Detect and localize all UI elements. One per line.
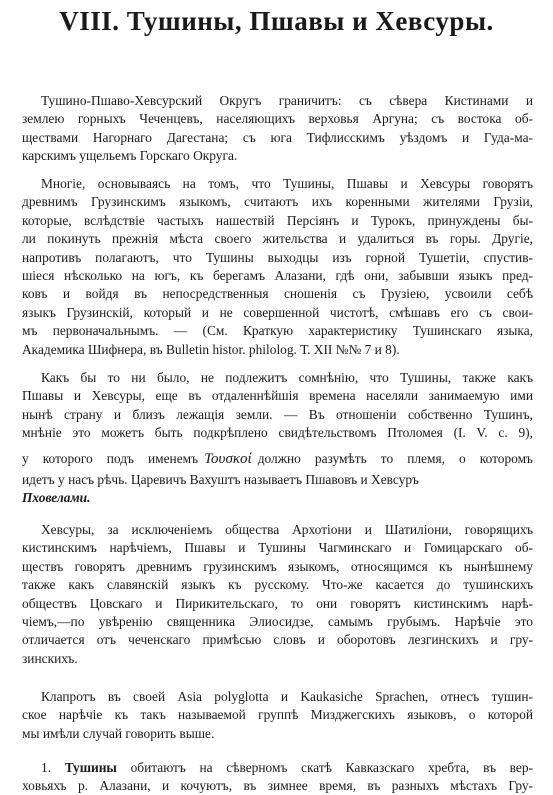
section-number: 1. [41, 760, 52, 775]
text-line: Пшавы и Хевсуры, еще въ отдаленнѣйшія времена населяли занимаемую ими [22, 388, 533, 404]
text-line: мъ первоначальнымъ. — (См. Краткую характеристику Тушинскаго языка, [22, 323, 533, 339]
text-line: Клапротъ въ своей Asia polyglotta и Kaukasiche Sprachen, отнесъ тушин- [41, 689, 533, 704]
text-line: также какъ славянскій языкъ къ русскому. Что-же касается до тушинскихъ [22, 577, 533, 593]
paragraph-borders [22, 92, 533, 166]
text-line: Какъ бы то ни было, не подлежитъ сомнѣнію, что Тушины, также какъ [41, 370, 533, 385]
greek-lead-text: у которого подъ именемъ [22, 450, 199, 466]
text-line-greek [22, 447, 533, 471]
text-run: обитаютъ на сѣверномъ скатѣ Кавказскаго хребта, въ вер- [130, 760, 534, 775]
text-line: ское нарѣчіе къ такъ называемой группѣ Мизджегскихъ языковъ, о которой [22, 707, 533, 723]
text-line: Хевсуры, за исключеніемъ общества Архотіони и Шатиліони, говорящихъ [41, 522, 533, 537]
chapter-title: VIII. Тушины, Пшавы и Хевсуры. [59, 6, 494, 36]
text-line: мнѣніе это можетъ быть подкрѣплено свидѣтельствомъ Птоломея (I. V. c. 9), [22, 425, 533, 441]
text-line: шіеся нѣсколько на югъ, къ берегамъ Алазани, гдѣ они, забывши языкъ пред- [22, 267, 533, 283]
paragraph-dialects [22, 521, 533, 668]
text-line: карскимъ ущельемъ Горскаго Округа. [22, 148, 238, 164]
greek-trail-text: должно разумѣть то племя, о которомъ [257, 450, 533, 466]
paragraph-origins [22, 175, 533, 359]
text-line: кистинскимъ нарѣчіемъ, Пшавы и Тушины Чагминскаго и Гомицарскаго об- [22, 540, 533, 556]
section-heading-tushiny: Тушины [64, 760, 117, 775]
paragraph-klaproth [22, 688, 533, 743]
text-line: нынѣ страну и близъ лежащія земли. — Въ отношеніи собственно Тушинъ, [22, 406, 533, 422]
text-line: землею горныхъ Чеченцевъ, населяющихъ верховья Аргуна; съ востока об- [22, 111, 533, 127]
text-line: ществъ говорятъ древнимъ грузинскимъ языкомъ, относящимся къ нынѣшнему [22, 558, 533, 574]
paragraph-antiquity [22, 369, 533, 507]
text-line: ществами Нагорнаго Дагестана; съ юга Тифлисскимъ уѣздомъ и Гуда-ма- [22, 129, 533, 145]
text-line [22, 759, 533, 777]
text-line: ховьяхъ р. Алазани, и кочуютъ, въ зимнее время, въ разныхъ мѣстахъ Гру- [22, 778, 533, 794]
text-line [22, 471, 533, 489]
text-line: зинскихъ. [22, 650, 78, 666]
text-line: Тушино-Пшаво-Хевсурский Округъ граничитъ: съ сѣвера Кистинами и [41, 93, 533, 108]
text-line: ковъ и войдя въ непосредственныя сношенія съ Грузіею, усвоили себѣ [22, 286, 533, 302]
text-line: чіемъ,—по увѣренію священника Элиосидзе, самымъ грубымъ. Нарѣчіе это [22, 613, 533, 629]
text-line: напротивъ полагаютъ, что Тушины выходцы изъ горной Тушетіи, спустив- [22, 249, 533, 265]
text-line: языкъ Грузинскій, который и не совершенной чистотѣ, смѣшавъ его съ свои- [22, 304, 533, 320]
text-line: ли покинуть прежнія мѣста своего жительства и удалиться въ горы. Другіе, [22, 231, 533, 247]
text-line [22, 489, 533, 507]
text-line: Академика Шифнера, въ Bulletin histor. philolog. Т. XII №№ 7 и 8). [22, 341, 400, 357]
text-run: идетъ у насъ рѣчь. Царевичъ Вахуштъ называетъ Пшавовъ и Хевсуръ [22, 471, 419, 487]
section-tushiny [22, 759, 533, 795]
text-line: которые, вслѣдствіе частыхъ нашествій Персіянъ и Турокъ, принуждены бы- [22, 212, 533, 228]
text-line: обществъ Цовскаго и Пирикительскаго, то они говорятъ кистинскимъ нарѣ- [22, 595, 533, 611]
text-line: мы имѣли случай говорить выше. [22, 725, 215, 741]
text-line: Многіе, основываясь на томъ, что Тушины, Пшавы и Хевсуры говорятъ [41, 176, 533, 191]
text-line: отличается отъ чеченскаго примѣсью словъ и оборотовъ лезгинскихъ и гру- [22, 632, 533, 648]
emphasis-pkhovely: Пховелами. [22, 489, 91, 505]
greek-word: Τουσκοί [204, 450, 252, 467]
text-line: древнимъ Грузинскимъ языкомъ, считаютъ ихъ коренными жителями Грузіи, [22, 194, 533, 210]
